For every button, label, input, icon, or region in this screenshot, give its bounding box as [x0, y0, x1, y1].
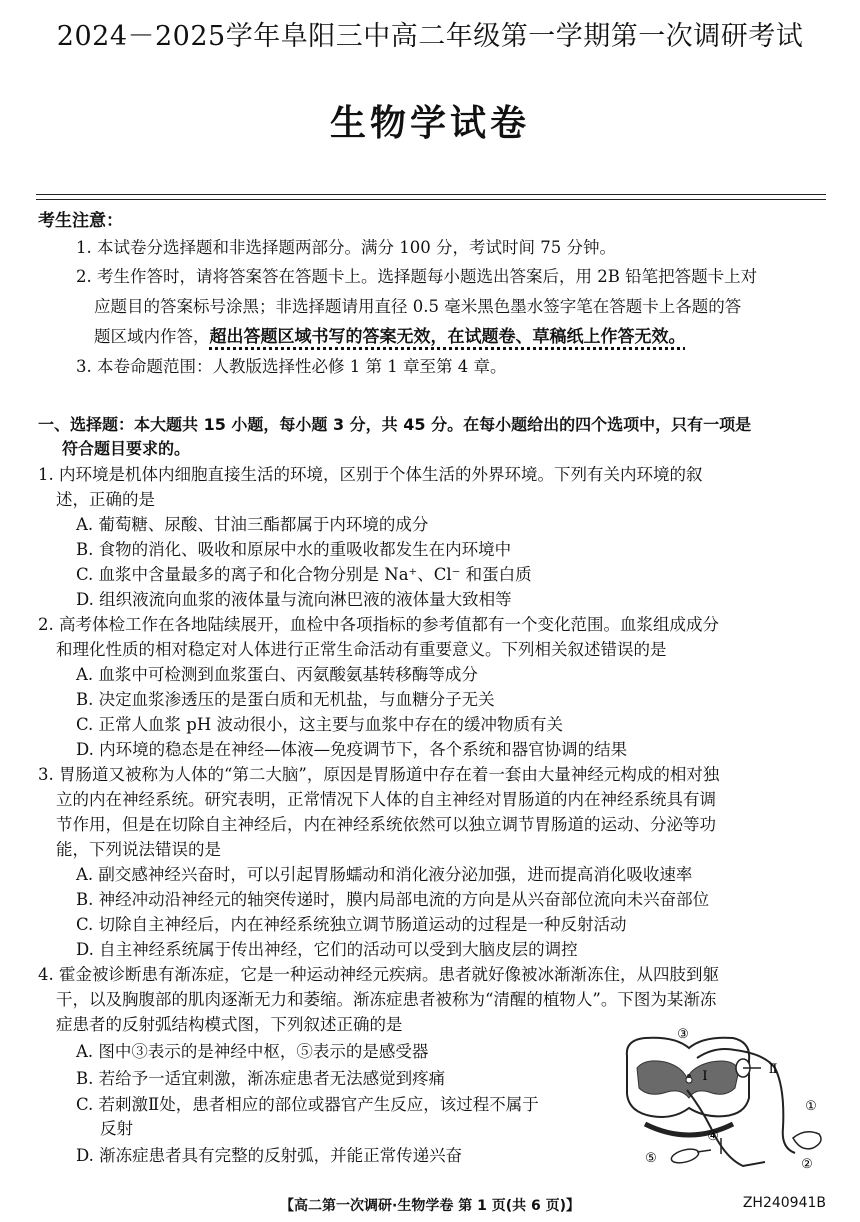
- label-5: ⑤: [645, 1151, 657, 1166]
- label-1: ①: [805, 1099, 817, 1114]
- q2-option-a: A. 血浆中可检测到血浆蛋白、丙氨酸氨基转移酶等成分: [76, 665, 478, 684]
- q3-option-c: C. 切除自主神经后，内在神经系统独立调节肠道运动的过程是一种反射活动: [76, 915, 627, 934]
- exam-subtitle: 生物学试卷: [329, 103, 530, 144]
- q2-option-b: B. 决定血浆渗透压的是蛋白质和无机盐，与血糖分子无关: [76, 690, 495, 709]
- junction-dot: [687, 1074, 691, 1078]
- q4-option-b: B. 若给予一适宜刺激，渐冻症患者无法感觉到疼痛: [76, 1069, 446, 1088]
- paper-code: ZH240941B: [742, 1195, 826, 1211]
- label-4: ④: [707, 1129, 719, 1144]
- notice-item-1: 1. 本试卷分选择题和非选择题两部分。满分 100 分，考试时间 75 分钟。: [76, 238, 616, 257]
- divider-top: [36, 194, 826, 195]
- notice-item-2-line-1: 2. 考生作答时，请将答案答在答题卡上。选择题每小题选出答案后，用 2B 铅笔把答题卡上对: [76, 267, 758, 286]
- ventral-shade: [645, 1124, 733, 1135]
- q3-stem-line-1: 3. 胃肠道又被称为人体的“第二大脑”，原因是胃肠道中存在着一套由大量神经元构成的相对独: [38, 765, 720, 784]
- q4-option-c-line-1: C. 若刺激Ⅱ处，患者相应的部位或器官产生反应，该过程不属于: [76, 1095, 539, 1114]
- q2-option-d: D. 内环境的稳态是在神经—体液—免疫调节下，各个系统和器官协调的结果: [76, 740, 628, 759]
- q4-option-a: A. 图中③表示的是神经中枢，⑤表示的是感受器: [76, 1042, 429, 1061]
- exam-title: 2024－2025学年阜阳三中高二年级第一学期第一次调研考试: [56, 21, 804, 52]
- q1-option-c: C. 血浆中含量最多的离子和化合物分别是 Na⁺、Cl⁻ 和蛋白质: [76, 565, 532, 584]
- section-heading-line-2: 符合题目要求的。: [62, 439, 191, 458]
- q3-option-b: B. 神经冲动沿神经元的轴突传递时，膜内局部电流的方向是从兴奋部位流向未兴奋部位: [76, 890, 710, 909]
- q4-stem-line-2: 干，以及胸腹部的肌肉逐渐无力和萎缩。渐冻症患者被称为“清醒的植物人”。下图为某渐冻: [56, 990, 717, 1009]
- receptor-shape: [793, 1132, 821, 1149]
- q4-stem-line-1: 4. 霍金被诊断患有渐冻症，它是一种运动神经元疾病。患者就好像被冰渐渐冻住，从四肢到躯: [38, 965, 719, 984]
- q3-stem-line-2: 立的内在神经系统。研究表明，正常情况下人体的自主神经对胃肠道的内在神经系统具有调: [56, 790, 716, 809]
- q2-option-c: C. 正常人血浆 pH 波动很小，这主要与血浆中存在的缓冲物质有关: [76, 715, 563, 734]
- q1-stem-line-1: 1. 内环境是机体内细胞直接生活的环境，区别于个体生活的外界环境。下列有关内环境的叙: [38, 465, 703, 484]
- q2-stem-line-1: 2. 高考体检工作在各地陆续展开，血检中各项指标的参考值都有一个变化范围。血浆组成成分: [38, 615, 719, 634]
- q2-stem-line-2: 和理化性质的相对稳定对人体进行正常生命活动有重要意义。下列相关叙述错误的是: [56, 640, 667, 659]
- q1-option-d: D. 组织液流向血浆的液体量与流向淋巴液的液体量大致相等: [76, 590, 512, 609]
- q4-option-d: D. 渐冻症患者具有完整的反射弧，并能正常传递兴奋: [76, 1146, 463, 1165]
- notice-item-2-line-3: [94, 326, 686, 348]
- notice-item-2-emphasis: 超出答题区域书写的答案无效，在试题卷、草稿纸上作答无效。: [209, 327, 686, 347]
- section-heading-line-1: 一、选择题：本大题共 15 小题，每小题 3 分，共 45 分。在每小题给出的四个选项中，只有一项是: [38, 415, 752, 434]
- divider-bottom: [36, 199, 826, 200]
- q1-stem-line-2: 述，正确的是: [56, 490, 155, 509]
- q1-option-a: A. 葡萄糖、尿酸、甘油三酯都属于内环境的成分: [76, 515, 429, 534]
- label-ii: Ⅱ: [768, 1062, 778, 1077]
- q3-stem-line-3: 节作用，但是在切除自主神经后，内在神经系统依然可以独立调节胃肠道的运动、分泌等功: [56, 815, 716, 834]
- label-2: ②: [801, 1157, 813, 1172]
- effector-shape: [670, 1147, 700, 1166]
- q4-stem-line-3: 症患者的反射弧结构模式图，下列叙述正确的是: [56, 1015, 403, 1034]
- page-footer: 【高二第一次调研·生物学卷 第 1 页(共 6 页)】: [280, 1198, 580, 1214]
- q3-stem-line-4: 能，下列说法错误的是: [56, 840, 221, 859]
- effector-link: [697, 1150, 711, 1152]
- label-3: ③: [677, 1028, 689, 1042]
- reflex-arc-figure: [615, 1028, 845, 1178]
- q3-option-d: D. 自主神经系统属于传出神经，它们的活动可以受到大脑皮层的调控: [76, 940, 578, 959]
- q3-option-a: A. 副交感神经兴奋时，可以引起胃肠蠕动和消化液分泌加强，进而提高消化吸收速率: [76, 865, 693, 884]
- q4-option-c-line-2: 反射: [100, 1119, 133, 1138]
- notice-heading: 考生注意：: [38, 211, 123, 231]
- q1-option-b: B. 食物的消化、吸收和原尿中水的重吸收都发生在内环境中: [76, 540, 512, 559]
- label-i: Ⅰ: [702, 1069, 708, 1084]
- notice-item-2-plain: 题区域内作答，: [94, 327, 210, 346]
- notice-item-3: 3. 本卷命题范围：人教版选择性必修 1 第 1 章至第 4 章。: [76, 357, 507, 376]
- notice-item-2-line-2: 应题目的答案标号涂黑；非选择题请用直径 0.5 毫米黑色墨水签字笔在答题卡上各题的答: [94, 297, 742, 316]
